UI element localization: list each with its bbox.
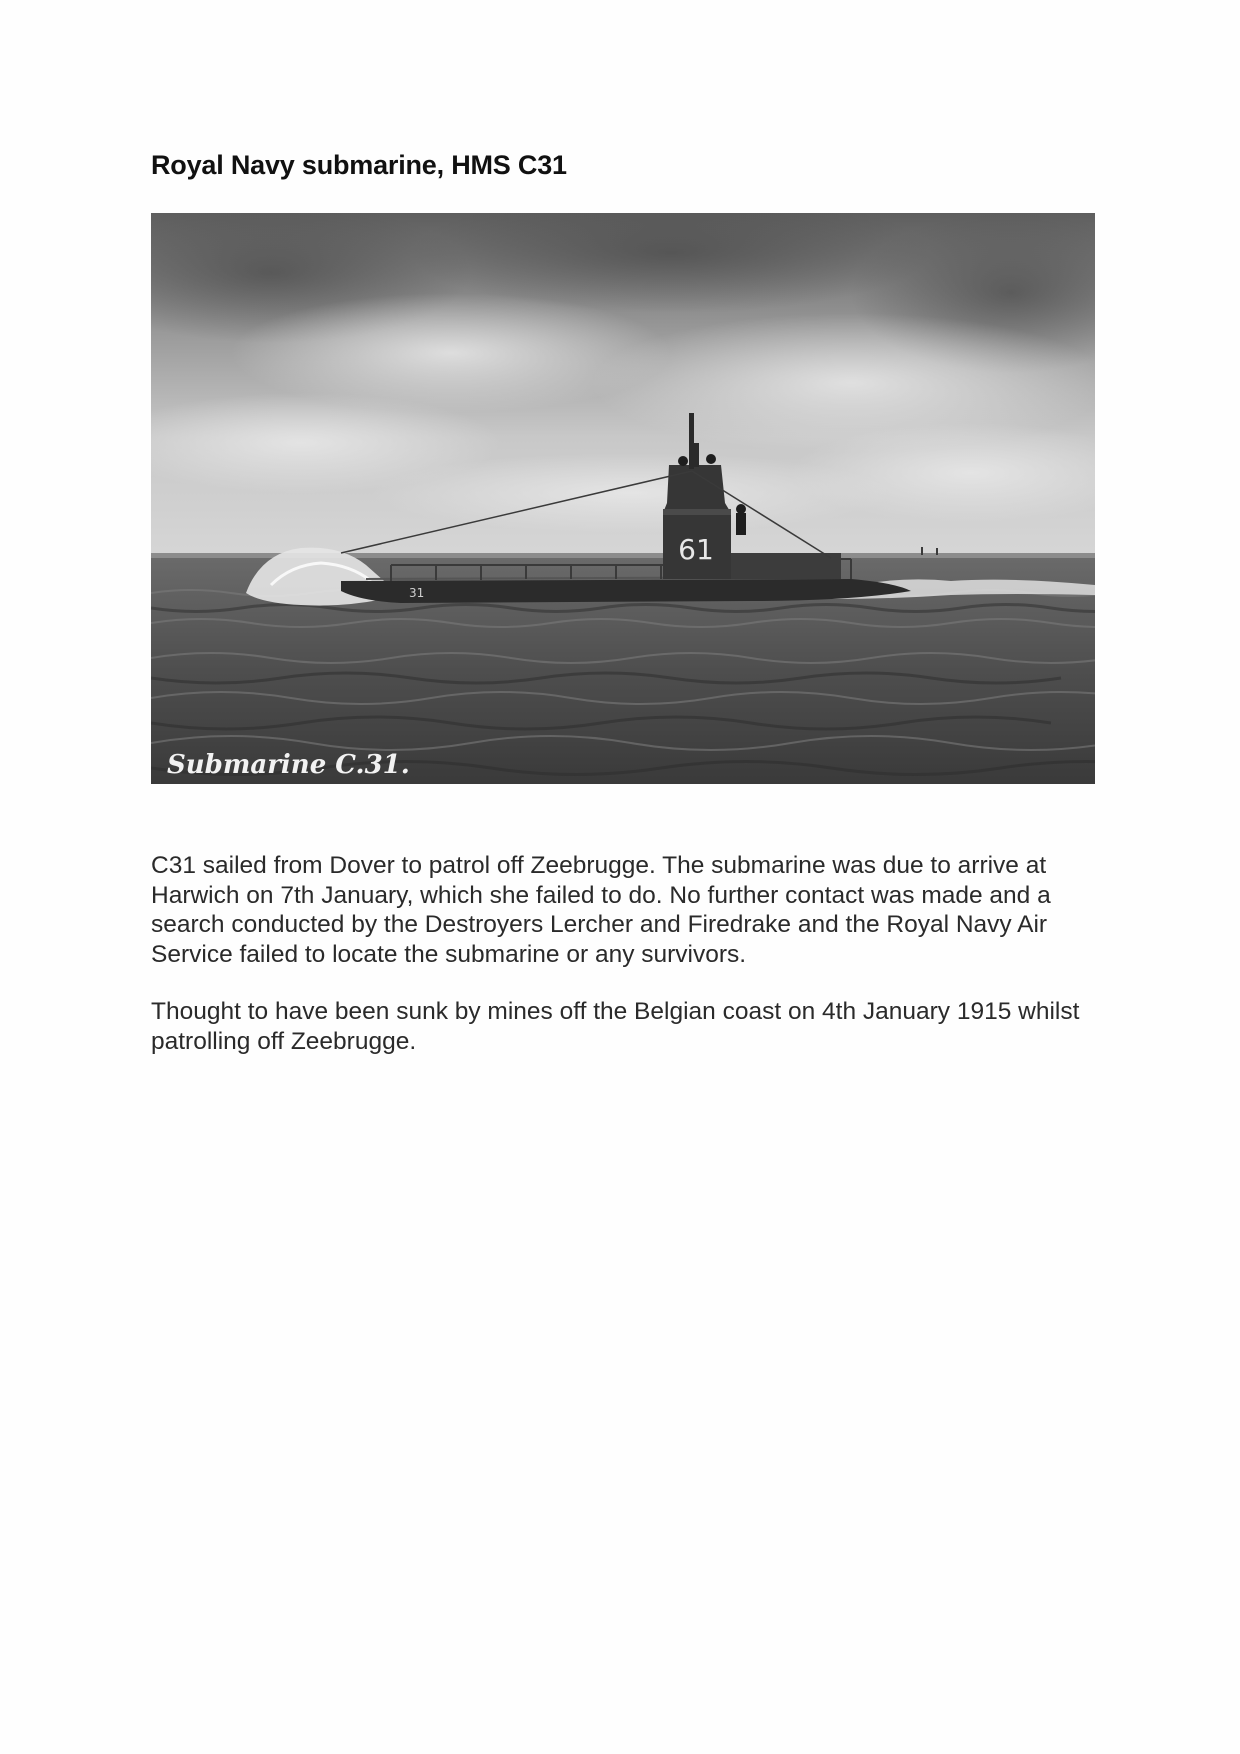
bow-marking: 31 — [409, 586, 425, 600]
periscope-mast — [689, 413, 694, 469]
page-title: Royal Navy submarine, HMS C31 — [151, 150, 567, 180]
submarine-photo — [151, 213, 1095, 784]
photo-caption: Submarine C.31. — [167, 750, 410, 780]
paragraph-loss: Thought to have been sunk by mines off the Belgian coast on 4th January 1915 whilst patrolling off Zeebrugge. — [151, 998, 1080, 1055]
submarine-photo-illustration — [151, 213, 1095, 784]
hull-number: 61 — [678, 533, 714, 566]
paragraph-patrol: C31 sailed from Dover to patrol off Zeebrugge. The submarine was due to arrive at Harwich on 7th January, which she failed to do. No further contact was made and a search conducted by the Destroyers Lercher and Firedrake and the Royal Navy Air Service failed to locate the submarine or any survivors. — [151, 852, 1051, 968]
